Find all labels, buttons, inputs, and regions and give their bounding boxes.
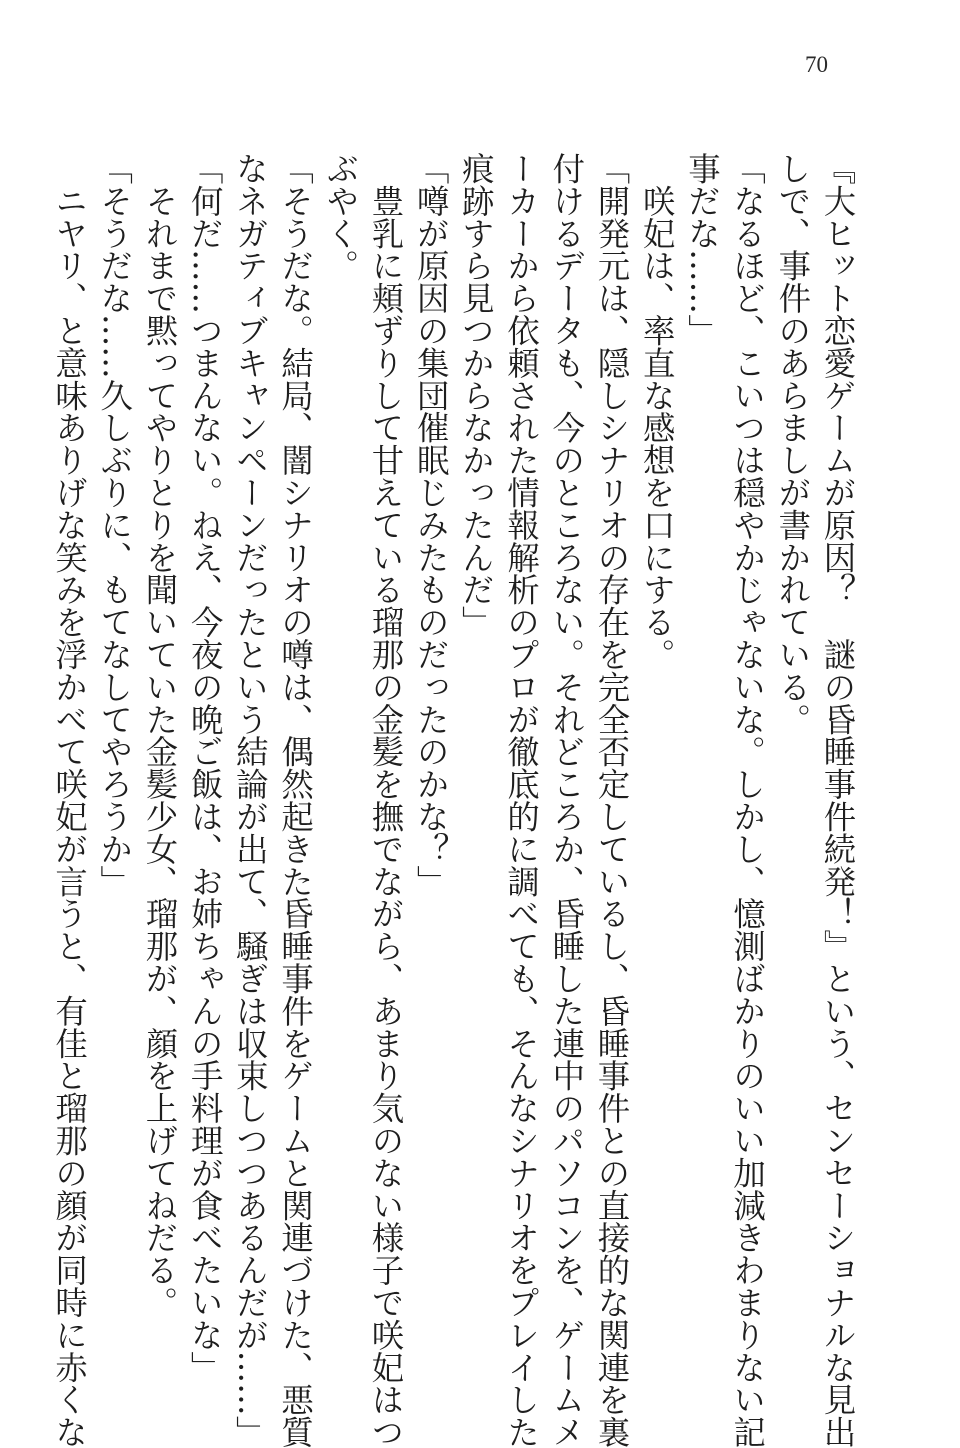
- text-line: 咲妃は、率直な感想を口にする。: [638, 152, 677, 671]
- text-line: 『大ヒット恋愛ゲームが原因？ 謎の昏睡事件続発！』という、センセーショナルな見出: [819, 152, 857, 1448]
- text-line: ニヤリ、と意味ありげな笑みを浮かべて咲妃が言うと、有佳と瑠那の顔が同時に赤くな: [50, 152, 89, 1448]
- text-line: 事だな……」: [683, 152, 722, 347]
- text-line: 「噂が原因の集団催眠じみたものだったのかな？」: [412, 152, 451, 898]
- text-line: それまで黙ってやりとりを聞いていた金髪少女、瑠那が、顔を上げてねだる。: [140, 152, 179, 1319]
- text-line: 「開発元は、隠しシナリオの存在を完全否定しているし、昏睡事件との直接的な関連を裏: [592, 152, 631, 1448]
- text-line: なネガティブキャンペーンだったという結論が出て、騒ぎは収束しつつあるんだが……」: [231, 152, 270, 1448]
- text-line: 「そうだな……久しぶりに、もてなしてやろうか」: [95, 152, 134, 898]
- text-line: 「何だ……つまんない。ねえ、今夜の晩ご飯は、お姉ちゃんの手料理が食べたいな」: [186, 152, 225, 1384]
- text-line: 「なるほど、こいつは穏やかじゃないな。しかし、憶測ばかりのいい加減きわまりない記: [728, 152, 767, 1448]
- text-line: 付けるデータも、今のところない。それどころか、昏睡した連中のパソコンを、ゲームメ: [547, 152, 586, 1448]
- text-line: 痕跡すら見つからなかったんだ」: [457, 152, 496, 638]
- text-line: しで、事件のあらましが書かれている。: [773, 152, 812, 736]
- text-line: ぶやく。: [321, 152, 360, 282]
- vertical-body-text: [46, 152, 860, 1448]
- text-line: ーカーから依頼された情報解析のプロが徹底的に調べても、そんなシナリオをプレイした: [502, 152, 541, 1448]
- text-line: 豊乳に頬ずりして甘えている瑠那の金髪を撫でながら、あまり気のない様子で咲妃はつ: [366, 152, 405, 1448]
- text-line: 「そうだな。結局、闇シナリオの噂は、偶然起きた昏睡事件をゲームと関連づけた、悪質: [276, 152, 315, 1448]
- page-number: 70: [805, 52, 828, 77]
